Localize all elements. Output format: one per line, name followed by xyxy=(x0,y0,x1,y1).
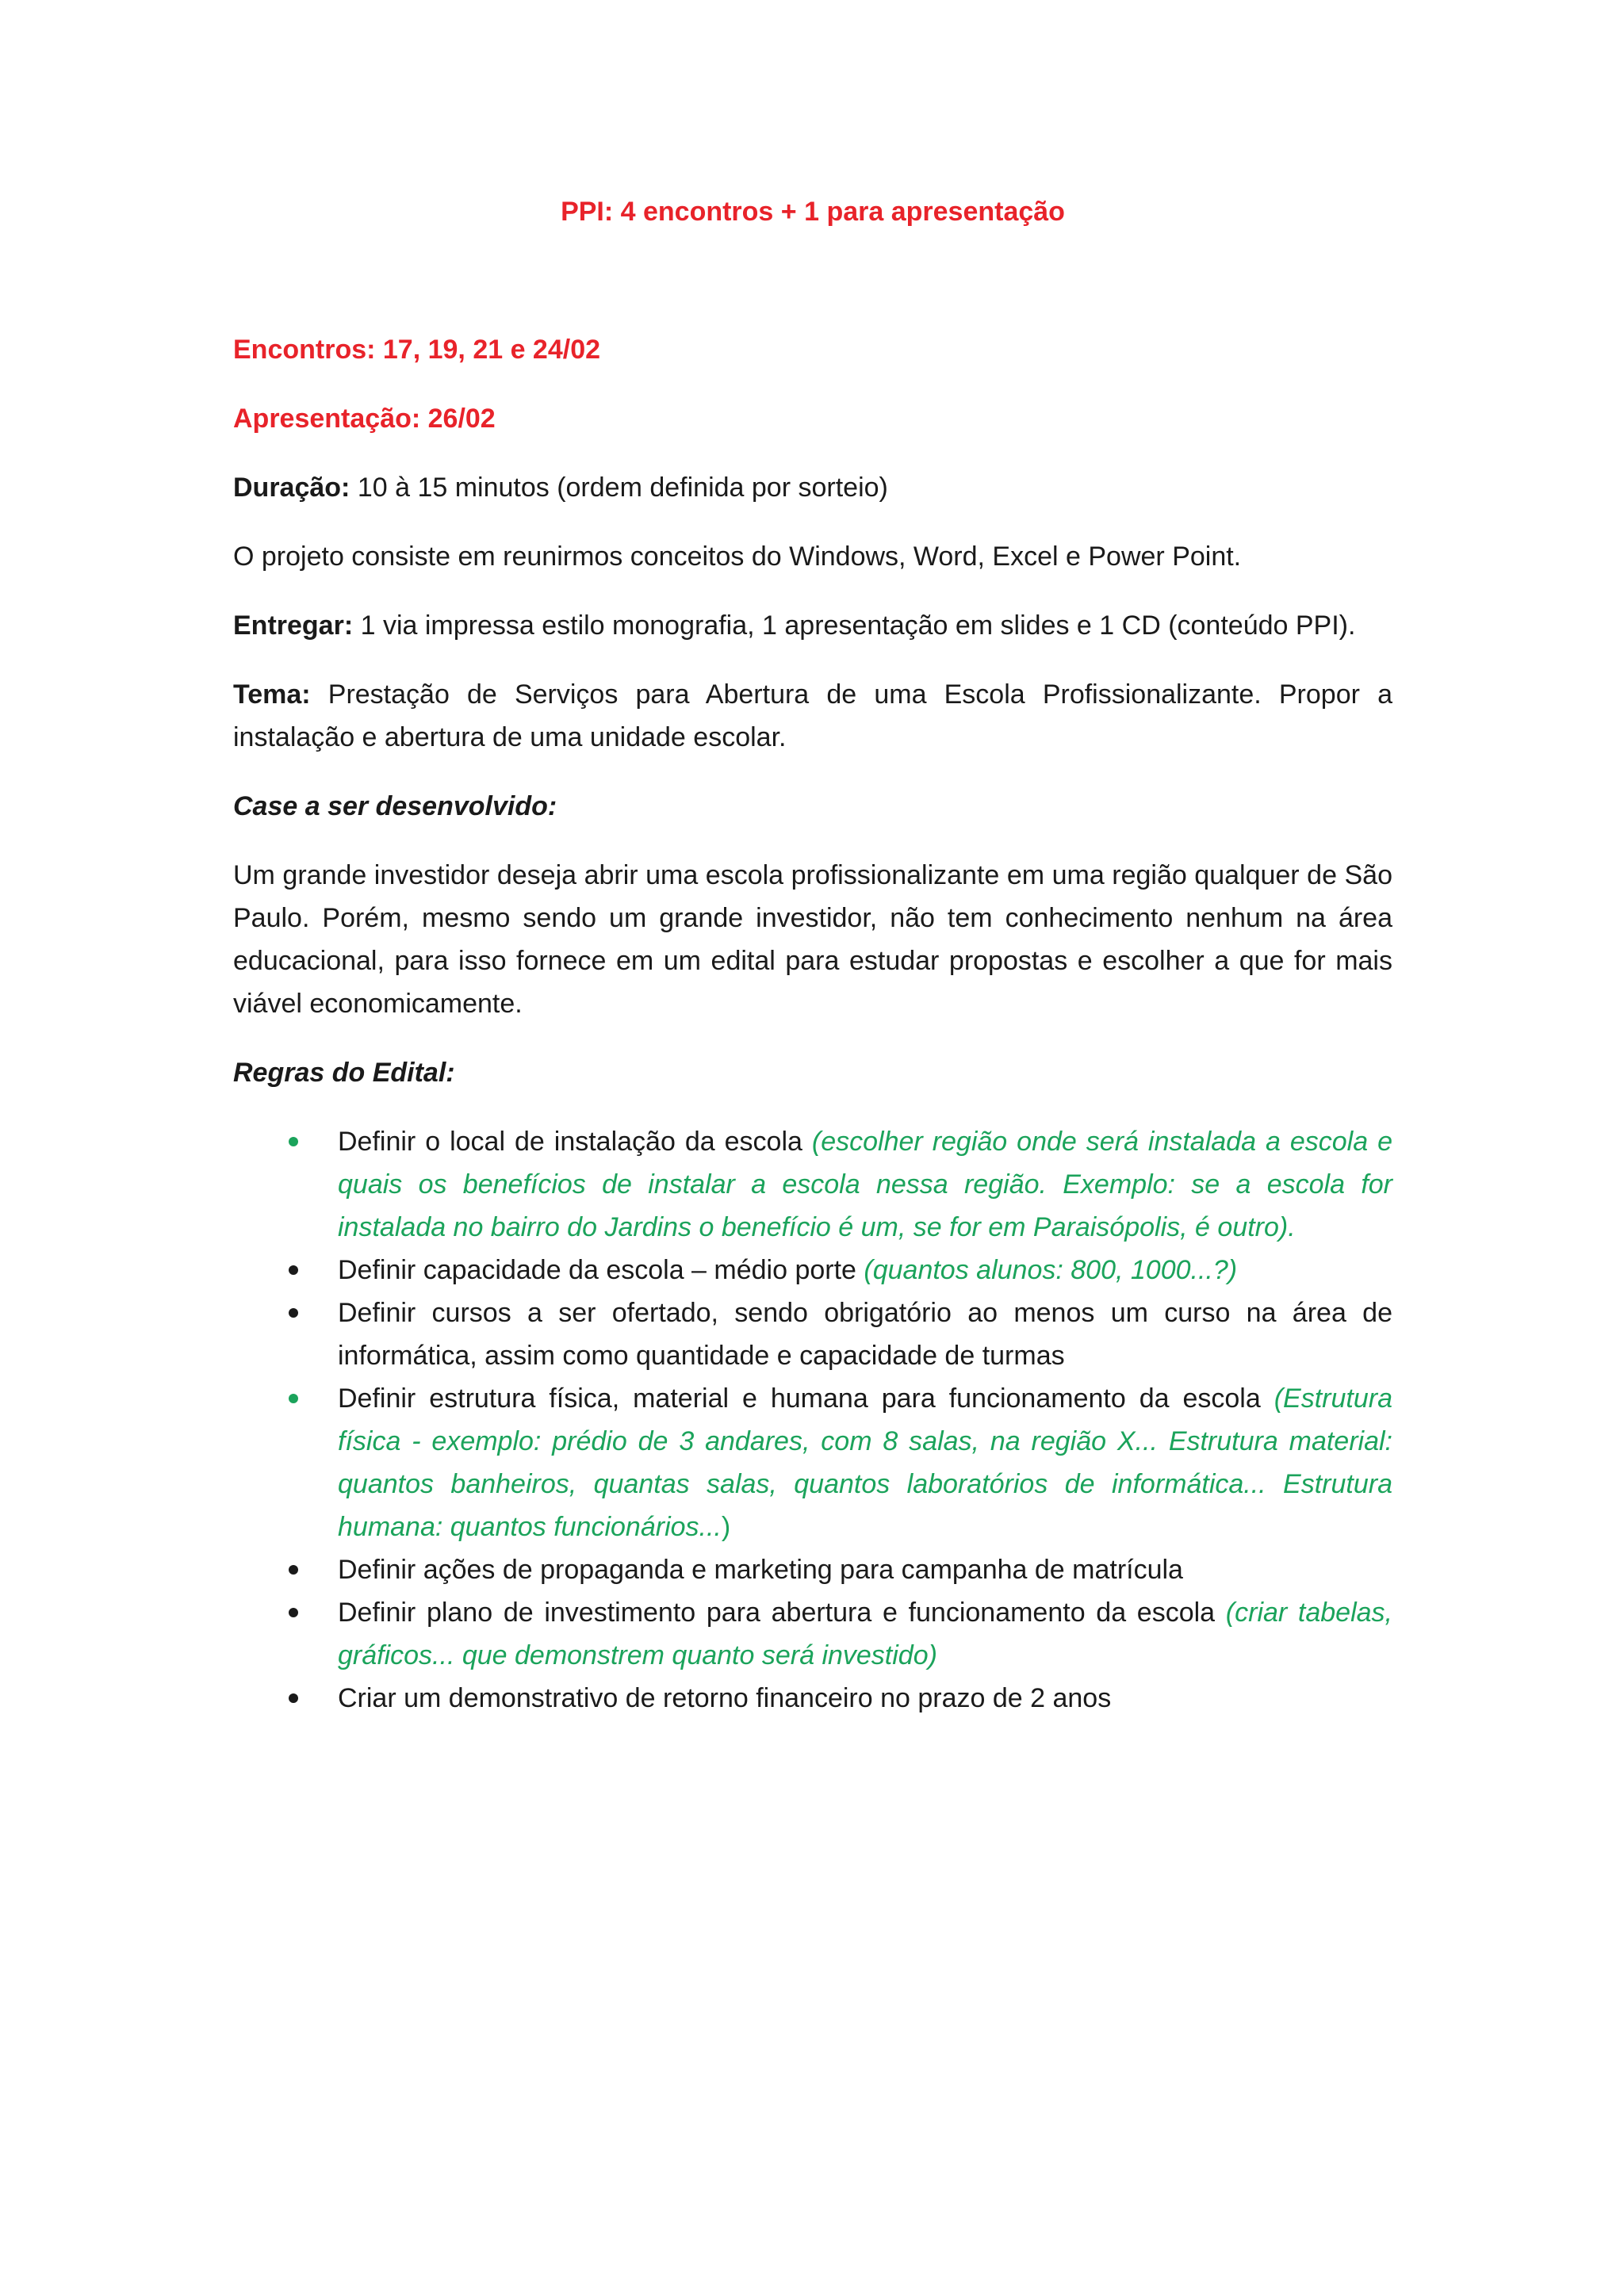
rule-text: Definir o local de instalação da escola xyxy=(338,1127,812,1157)
list-item xyxy=(233,1548,1392,1591)
rule-text: Definir ações de propaganda e marketing para campanha de matrícula xyxy=(338,1555,1183,1585)
bullet-icon xyxy=(289,1693,298,1703)
tema-paragraph xyxy=(233,673,1392,759)
rule-text: Definir estrutura física, material e humana para funcionamento da escola xyxy=(338,1383,1274,1414)
rule-note: (criar tabelas, gráficos... que demonstrem quanto será investido) xyxy=(338,1598,1393,1670)
entregar-label: Entregar: xyxy=(233,610,354,641)
case-heading: Case a ser desenvolvido: xyxy=(233,791,557,821)
bullet-icon xyxy=(289,1565,298,1575)
list-item xyxy=(233,1292,1392,1377)
rule-note: (escolher região onde será instalada a escola e quais os benefícios de instalar a escola nessa região. Exemplo: se a escola for instalada no bairro do Jardins o benefício é um, se for em Paraisópolis, é outro). xyxy=(338,1127,1392,1242)
list-item xyxy=(233,1120,1392,1249)
rule-text: Definir cursos a ser ofertado, sendo obrigatório ao menos um curso na área de informática, assim como quantidade e capacidade de turmas xyxy=(338,1298,1392,1371)
rule-text: Criar um demonstrativo de retorno financeiro no prazo de 2 anos xyxy=(338,1683,1112,1713)
document-content xyxy=(233,190,1392,1720)
encontros-line: Encontros: 17, 19, 21 e 24/02 xyxy=(233,335,601,365)
rule-text: Definir capacidade da escola – médio porte xyxy=(338,1255,864,1285)
list-item xyxy=(233,1591,1392,1677)
case-paragraph: Um grande investidor deseja abrir uma escola profissionalizante em uma região qualquer de São Paulo. Porém, mesmo sendo um grande investidor, não tem conhecimento nenhum na área educacional, para isso fornece em um edital para estudar propostas e escolher a que for mais viável economicamente. xyxy=(233,860,1392,1019)
entregar-line xyxy=(233,604,1392,647)
duracao-text: 10 à 15 minutos (ordem definida por sorteio) xyxy=(350,473,888,503)
entregar-text: 1 via impressa estilo monografia, 1 apresentação em slides e 1 CD (conteúdo PPI). xyxy=(353,610,1356,641)
duracao-line xyxy=(233,466,1392,509)
apresentacao-line: Apresentação: 26/02 xyxy=(233,404,496,434)
tema-label: Tema: xyxy=(233,679,311,710)
bullet-icon xyxy=(289,1308,298,1318)
bullet-icon xyxy=(289,1608,298,1617)
list-item xyxy=(233,1249,1392,1292)
regras-heading: Regras do Edital: xyxy=(233,1058,455,1088)
duracao-label: Duração: xyxy=(233,473,350,503)
bullet-icon xyxy=(289,1394,298,1403)
list-item xyxy=(233,1677,1392,1720)
bullet-icon xyxy=(289,1265,298,1275)
page-title: PPI: 4 encontros + 1 para apresentação xyxy=(561,197,1065,227)
list-item xyxy=(233,1377,1392,1548)
projeto-paragraph: O projeto consiste em reunirmos conceitos do Windows, Word, Excel e Power Point. xyxy=(233,541,1242,572)
regras-list xyxy=(233,1120,1392,1720)
rule-note: (quantos alunos: 800, 1000...?) xyxy=(864,1255,1238,1285)
rule-note-tail: ) xyxy=(721,1512,731,1542)
bullet-icon xyxy=(289,1137,298,1146)
rule-note: (Estrutura física - exemplo: prédio de 3 andares, com 8 salas, na região X... Estrutura material: quantos banheiros, quantas salas, quantos laboratórios de informática... Estrutura humana: quantos funcionários... xyxy=(338,1383,1392,1542)
tema-text: Prestação de Serviços para Abertura de uma Escola Profissionalizante. Propor a instalação e abertura de uma unidade escolar. xyxy=(233,679,1392,752)
rule-text: Definir plano de investimento para abertura e funcionamento da escola xyxy=(338,1598,1226,1628)
